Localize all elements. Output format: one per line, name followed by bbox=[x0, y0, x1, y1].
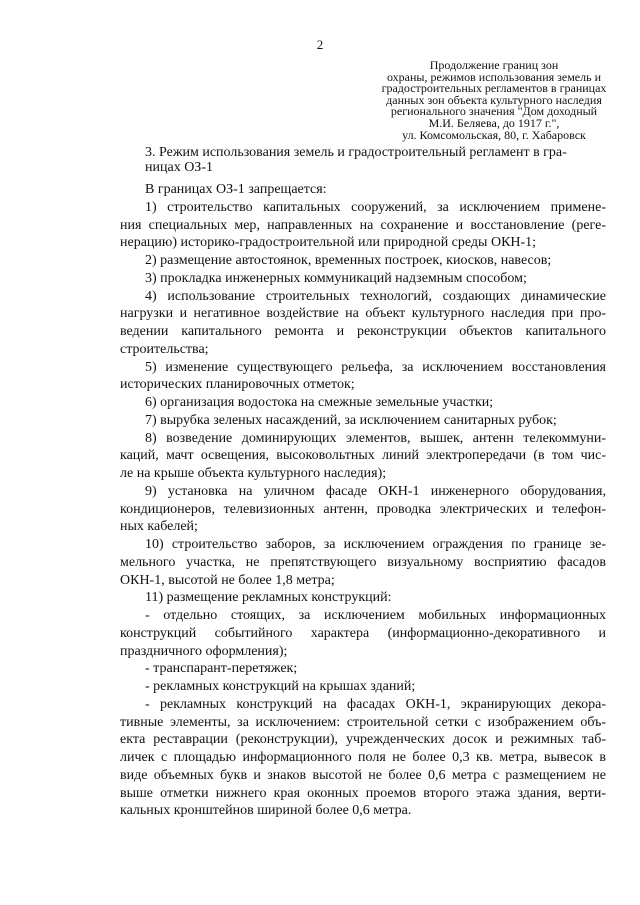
paragraph-line: ле на крыше объекта культурного наследия); bbox=[120, 466, 387, 481]
paragraph-line: ведении капитального ремонта и реконструкции объектов капитального bbox=[120, 324, 606, 339]
paragraph bbox=[120, 696, 606, 820]
paragraph-line: ных кабелей; bbox=[120, 519, 198, 535]
paragraph-line: 7) вырубка зеленых насаждений, за исключением санитарных рубок; bbox=[145, 412, 557, 428]
paragraph-line: нагрузки и негативное воздействие на объект культурного наследия при про- bbox=[120, 306, 606, 322]
paragraph-line: кальных кронштейнов шириной более 0,6 метра. bbox=[120, 803, 412, 819]
paragraph-line: праздничного оформления); bbox=[120, 643, 288, 659]
paragraph-line: мельного участка, не препятствующего визуальному восприятию фасадов bbox=[120, 554, 606, 570]
paragraph-line: 3) прокладка инженерных коммуникаций надземным способом; bbox=[145, 270, 527, 286]
paragraph-line: нерацию) историко-градостроительной или природной среды ОКН-1; bbox=[120, 235, 537, 251]
paragraph-line: личек с площадью информационного поля не более 0,3 кв. метра, вывесок в bbox=[120, 750, 606, 765]
paragraph bbox=[120, 412, 606, 430]
paragraph bbox=[120, 252, 606, 270]
paragraph-line: 9) установка на уличном фасаде ОКН-1 инженерного оборудования, bbox=[145, 483, 606, 499]
section-title-line: ницах ОЗ-1 bbox=[145, 160, 213, 175]
header-note-line: охраны, режимов использования земель и bbox=[386, 69, 602, 84]
paragraph-line: конструкций событийного характера (информационно-декоративного и bbox=[120, 625, 606, 641]
header-note-line: градостроительных регламентов в границах bbox=[381, 81, 607, 96]
paragraph-line: 5) изменение существующего рельефа, за исключением восстановления bbox=[145, 359, 606, 375]
paragraph bbox=[120, 678, 606, 696]
paragraph-line: выше отметки нижнего края оконных проемов второго этажа здания, верти- bbox=[120, 785, 606, 801]
paragraph bbox=[120, 660, 606, 678]
paragraph-line: - рекламных конструкций на крышах зданий; bbox=[145, 679, 416, 694]
paragraph-line: - рекламных конструкций на фасадах ОКН-1, экранирующих декора- bbox=[145, 696, 606, 712]
paragraph-line: 2) размещение автостоянок, временных построек, киосков, навесов; bbox=[145, 253, 552, 268]
header-note-line: ул. Комсомольская, 80, г. Хабаровск bbox=[402, 127, 586, 142]
paragraph-line: екта реставрации (реконструкции), учрежденческих досок и режимных таб- bbox=[120, 732, 606, 748]
paragraph bbox=[120, 607, 606, 660]
section-title-line: 3. Режим использования земель и градостроительный регламент в гра- bbox=[145, 145, 567, 160]
paragraph bbox=[120, 430, 606, 483]
paragraph-line: кондиционеров, телевизионных антенн, проводка электрических и телефон- bbox=[120, 501, 606, 517]
paragraph bbox=[120, 483, 606, 536]
paragraph-line: 4) использование строительных технологий, создающих динамические bbox=[145, 288, 606, 304]
paragraph-line: виде объемных букв и знаков высотой не более 0,6 метра с размещением не bbox=[120, 767, 606, 783]
paragraph-line: В границах ОЗ-1 запрещается: bbox=[145, 182, 327, 197]
paragraph bbox=[120, 394, 606, 412]
paragraph bbox=[120, 589, 606, 607]
paragraph-line: 10) строительство заборов, за исключением ограждения по границе зе- bbox=[145, 537, 606, 552]
header-note-line: данных зон объекта культурного наследия bbox=[386, 92, 602, 107]
paragraph-line: строительства; bbox=[120, 341, 209, 357]
paragraph bbox=[120, 181, 606, 199]
header-note-line: регионального значения "Дом доходный bbox=[390, 104, 598, 119]
paragraph-line: 1) строительство капитальных сооружений, за исключением примене- bbox=[145, 199, 606, 215]
paragraph-line: ния специальных мер, направленных на сохранение и восстановление (реге- bbox=[120, 217, 606, 233]
paragraph bbox=[120, 270, 606, 288]
paragraph-line: 11) размещение рекламных конструкций: bbox=[145, 590, 392, 606]
paragraph bbox=[120, 288, 606, 359]
header-note-line: М.И. Беляева, до 1917 г.", bbox=[428, 115, 560, 130]
page-number: 2 bbox=[316, 37, 324, 52]
paragraph-line: исторических планировочных отметок; bbox=[120, 377, 355, 393]
document-body bbox=[120, 181, 606, 820]
paragraph bbox=[120, 199, 606, 252]
paragraph-line: каций, мачт освещения, высоковольтных линий электропередачи (в том чис- bbox=[120, 448, 606, 464]
paragraph-line: 8) возведение доминирующих элементов, вышек, антенн телекоммуни- bbox=[145, 430, 606, 446]
paragraph-line: тивные элементы, за исключением: строительной сетки с изображением объ- bbox=[120, 714, 606, 730]
paragraph bbox=[120, 536, 606, 589]
paragraph-line: 6) организация водостока на смежные земельные участки; bbox=[145, 395, 494, 410]
header-note bbox=[372, 60, 616, 141]
paragraph-line: - транспарант-перетяжек; bbox=[145, 661, 298, 677]
paragraph bbox=[120, 359, 606, 395]
section-title bbox=[145, 145, 603, 175]
header-note-line: Продолжение границ зон bbox=[429, 58, 559, 72]
paragraph-line: ОКН-1, высотой не более 1,8 метра; bbox=[120, 572, 335, 588]
paragraph-line: - отдельно стоящих, за исключением мобильных информационных bbox=[145, 608, 606, 623]
